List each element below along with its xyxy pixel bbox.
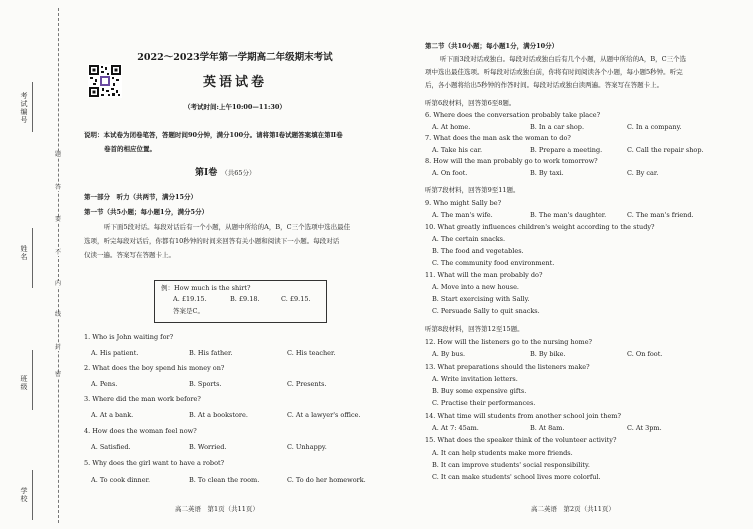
question-4: 4. How does the woman feel now? [84,427,197,435]
q13-option-a: A. Write invitation letters. [432,375,518,383]
seal-mark-8: 密 [55,371,62,378]
q2-option-b: B. Sports. [189,380,222,388]
q12-option-b: B. By bike. [530,350,566,358]
question-7: 7. What does the man ask the woman to do? [425,134,571,142]
class-label: 班级 [20,375,28,391]
question-14: 14. What time will students from another school join them? [425,412,621,420]
section2-title: 第二节（共10小题；每小题1分，满分10分） [425,42,559,50]
question-15: 15. What does the speaker think of the volunteer activity? [425,436,617,444]
q12-option-c: C. On foot. [627,350,663,358]
question-8: 8. How will the man probably go to work tomorrow? [425,157,598,165]
notice-line-2: 卷首的相应位置。 [104,145,156,153]
q11-option-a: A. Move into a new house. [432,283,519,291]
q11-option-c: C. Persuade Sally to quit snacks. [432,307,540,315]
exam-title: 2022～2023学年第一学期高二年级期末考试 [137,52,333,63]
q9-option-c: C. The man's friend. [627,211,694,219]
question-5: 5. Why does the girl want to have a robot? [84,459,225,467]
question-2: 2. What does the boy spend his money on? [84,364,225,372]
seal-mark-6: 线 [55,311,62,318]
name-line [32,228,33,288]
q11-option-b: B. Start exercising with Sally. [432,295,530,303]
section1-instr-2: 选项，听完每段对话后，你都有10秒钟的时间来回答有关小题和阅读下一小题。每段对话 [84,237,340,245]
q7-option-a: A. Take his car. [432,146,483,154]
q10-option-b: B. The food and vegetables. [432,247,524,255]
section1-title: 第一节（共5小题；每小题1分，满分5分） [84,208,209,216]
question-10: 10. What greatly influences children's weight according to the study? [425,223,655,231]
q4-option-a: A. Satisfied. [91,443,131,451]
q5-option-a: A. To cook dinner. [91,476,151,484]
part1-title: 第一部分 听力（共两节，满分15分） [84,193,198,201]
seal-mark-2: 答 [55,184,62,191]
q2-option-c: C. Presents. [287,380,327,388]
q1-option-b: B. His father. [189,349,233,357]
exam-time: （考试时间:上午10:00—11:30） [184,103,286,111]
q3-option-b: B. At a bookstore. [189,411,248,419]
seal-mark-5: 内 [55,280,62,287]
exam-no-label: 考试编号 [20,92,28,124]
example-option-a: A. £19.15. [173,295,207,303]
name-label: 姓名 [20,245,28,261]
q10-option-c: C. The community food environment. [432,259,555,267]
q15-option-a: A. It can help students make more friends. [432,449,573,457]
question-1: 1. Who is John waiting for? [84,333,174,341]
qr-code-icon [88,64,122,98]
q15-option-b: B. It can improve students' social responsibility. [432,461,590,469]
class-line [32,350,33,410]
q15-option-c: C. It can make students' school lives more colorful. [432,473,601,481]
q14-option-a: A. At 7: 45am. [432,424,479,432]
notice-line-1: 说明：本试卷为闭卷笔答，答题时间90分钟，满分100分。请将第Ⅰ卷试题答案填在第Ⅱ卷 [84,131,343,139]
group7-intro: 听第7段材料，回答第9至11题。 [425,186,520,194]
seal-mark-1: 题 [55,151,62,158]
example-question: 例：How much is the shirt? [161,284,251,292]
q8-option-c: C. By car. [627,169,659,177]
exam-no-line [32,82,33,132]
q14-option-b: B. At 8am. [530,424,565,432]
q13-option-c: C. Practise their performances. [432,399,536,407]
volume-title [195,168,256,179]
example-box [154,280,327,323]
school-line [32,470,33,520]
question-3: 3. Where did the man work before? [84,395,201,403]
q6-option-b: B. In a car shop. [530,123,585,131]
question-9: 9. Who might Sally be? [425,199,502,207]
example-option-c: C. £9.15. [281,295,311,303]
section1-instr-1: 听下面5段对话。每段对话后有一个小题，从题中所给的A，B，C三个选项中选出最佳 [104,223,351,231]
subject-title: 英语试卷 [202,75,267,90]
example-answer: 答案是C。 [173,307,204,315]
q1-option-c: C. His teacher. [287,349,336,357]
group6-intro: 听第6段材料，回答第6至8题。 [425,99,516,107]
q13-option-b: B. Buy some expensive gifts. [432,387,527,395]
section2-instr-2: 项中选出最佳选项。听每段对话或独白前，你将有时间阅读各个小题，每小题5秒钟。听完 [425,68,683,76]
volume-score: （共65分） [221,169,256,177]
q8-option-b: B. By taxi. [530,169,564,177]
section2-instr-3: 后，各小题将给出5秒钟的作答时间。每段对话或独白读两遍。答案写在答题卡上。 [425,81,664,89]
group8-intro: 听第8段材料，回答第12至15题。 [425,325,524,333]
q4-option-c: C. Unhappy. [287,443,327,451]
q10-option-a: A. The certain snacks. [432,235,506,243]
q4-option-b: B. Worried. [189,443,227,451]
question-12: 12. How will the listeners go to the nursing home? [425,338,593,346]
question-6: 6. Where does the conversation probably take place? [425,111,601,119]
seal-mark-3: 要 [55,216,62,223]
section1-instr-3: 仅读一遍。答案写在答题卡上。 [84,251,175,259]
q7-option-b: B. Prepare a meeting. [530,146,603,154]
q6-option-c: C. In a company. [627,123,682,131]
q9-option-b: B. The man's daughter. [530,211,607,219]
q3-option-c: C. At a lawyer's office. [287,411,361,419]
seal-mark-4: 不 [55,249,62,256]
q3-option-a: A. At a bank. [91,411,134,419]
question-13: 13. What preparations should the listeners make? [425,363,590,371]
q6-option-a: A. At home. [432,123,471,131]
footer-right: 高二英语 第2页（共11页） [531,505,615,513]
example-option-b: B. £9.18. [230,295,260,303]
school-label: 学校 [20,487,28,503]
seal-line [58,8,59,523]
q1-option-a: A. His patient. [91,349,139,357]
question-11: 11. What will the man probably do? [425,271,543,279]
q8-option-a: A. On foot. [432,169,468,177]
q5-option-c: C. To do her homework. [287,476,366,484]
footer-left: 高二英语 第1页（共11页） [175,505,259,513]
q2-option-a: A. Pens. [91,380,118,388]
q7-option-c: C. Call the repair shop. [627,146,704,154]
q5-option-b: B. To clean the room. [189,476,260,484]
q14-option-c: C. At 3pm. [627,424,662,432]
section2-instr-1: 听下面3段对话或独白。每段对话或独白后有几个小题，从题中所给的A，B，C三个选 [440,55,687,63]
volume-name: 第Ⅰ卷 [195,168,218,178]
seal-mark-7: 封 [55,344,62,351]
q12-option-a: A. By bus. [432,350,466,358]
q9-option-a: A. The man's wife. [432,211,493,219]
